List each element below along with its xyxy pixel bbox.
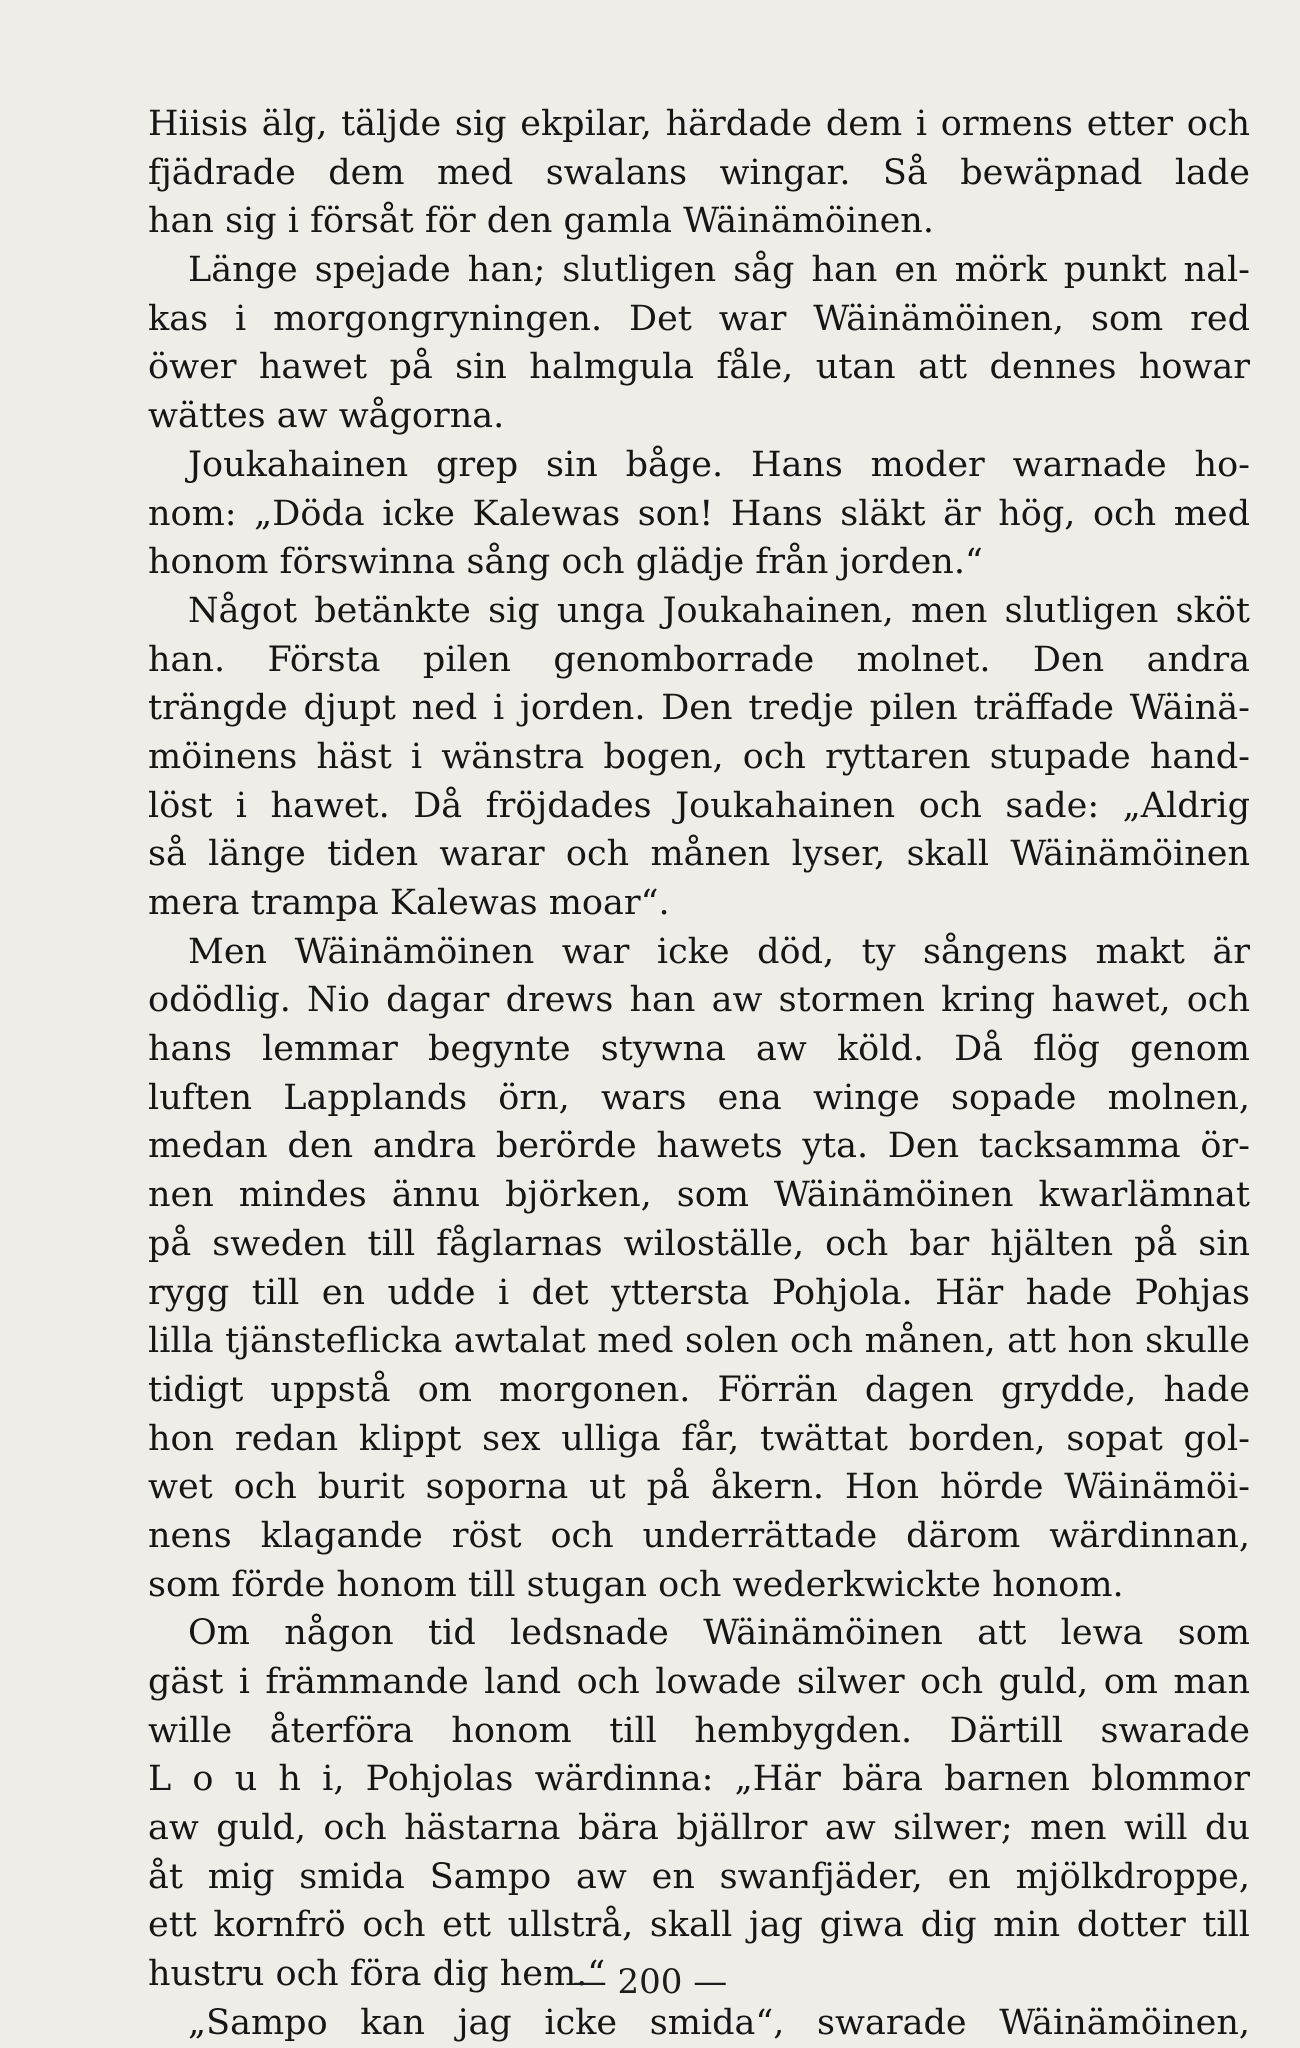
text-line: nom: „Döda icke Kalewas son! Hans släkt är hög, och med (148, 493, 1250, 534)
text-line: aw guld, och hästarna bära bjällror aw silwer; men will du (148, 1808, 1250, 1849)
text-line: trängde djupt ned i jorden. Den tredje pilen träffade Wäinä- (148, 688, 1250, 729)
text-line: nens klagande röst och underrättade därom wärdinnan, (148, 1515, 1250, 1556)
text-line: hans lemmar begynte stywna aw köld. Då flög genom (148, 1029, 1250, 1070)
text-line: L o u h i, Pohjolas wärdinna: „Här bära barnen blommor (148, 1759, 1250, 1800)
text-line: honom förswinna sång och glädje från jorden.“ (148, 542, 983, 583)
text-line: Något betänkte sig unga Joukahainen, men slutligen sköt (188, 590, 1250, 631)
text-line: fjädrade dem med swalans wingar. Så bewäpnad lade (148, 152, 1250, 193)
text-line: Hiisis älg, täljde sig ekpilar, härdade dem i ormens etter och (148, 104, 1250, 144)
text-line: så länge tiden warar och månen lyser, skall Wäinämöinen (148, 834, 1250, 875)
text-line: öwer hawet på sin halmgula fåle, utan att dennes howar (148, 347, 1250, 388)
text-line: tidigt uppstå om morgonen. Förrän dagen grydde, hade (148, 1369, 1250, 1410)
text-line: wättes aw wågorna. (148, 396, 505, 437)
text-line: wille återföra honom till hembygden. Därtill swarade (148, 1710, 1250, 1751)
page-number: — 200 — (572, 1962, 728, 2002)
text-line: åt mig smida Sampo aw en swanfjäder, en mjölkdroppe, (148, 1856, 1250, 1897)
text-line: gäst i främmande land och lowade silwer och guld, om man (148, 1662, 1250, 1702)
text-line: han. Första pilen genomborrade molnet. Den andra (148, 639, 1250, 680)
text-line: Länge spejade han; slutligen såg han en mörk punkt nal- (188, 250, 1250, 291)
text-line: lilla tjänsteflicka awtalat med solen och månen, att hon skulle (148, 1321, 1250, 1362)
text-line: på sweden till fåglarnas wiloställe, och bar hjälten på sin (148, 1223, 1250, 1264)
text-line: han sig i försåt för den gamla Wäinämöinen. (148, 201, 934, 242)
text-line: Men Wäinämöinen war icke död, ty sångens makt är (188, 931, 1250, 972)
text-line: odödlig. Nio dagar drews han aw stormen kring hawet, och (148, 980, 1250, 1021)
text-line: mera trampa Kalewas moar“. (148, 883, 670, 923)
text-line: Joukahainen grep sin båge. Hans moder warnade ho- (188, 444, 1250, 485)
text-line: luften Lapplands örn, wars ena winge sopade molnen, (148, 1077, 1250, 1118)
text-line: rygg till en udde i det yttersta Pohjola. Här hade Pohjas (148, 1272, 1250, 1313)
text-line: ett kornfrö och ett ullstrå, skall jag giwa dig min dotter till (148, 1905, 1250, 1946)
text-line: hon redan klippt sex ulliga får, twättat borden, sopat gol- (148, 1418, 1250, 1459)
text-line: kas i morgongryningen. Det war Wäinämöinen, som red (148, 298, 1250, 339)
text-line: hustru och föra dig hem.“ (148, 1954, 606, 1995)
text-line: nen mindes ännu björken, som Wäinämöinen kwarlämnat (148, 1175, 1250, 1216)
text-line: löst i hawet. Då fröjdades Joukahainen och sade: „Aldrig (148, 785, 1250, 826)
text-line: möinens häst i wänstra bogen, och ryttaren stupade hand- (148, 736, 1250, 777)
body-text (148, 100, 1250, 2048)
text-line: medan den andra berörde hawets yta. Den tacksamma ör- (148, 1126, 1250, 1167)
text-line: wet och burit soporna ut på åkern. Hon hörde Wäinämöi- (148, 1467, 1250, 1508)
text-line: „Sampo kan jag icke smida“, swarade Wäinämöinen, (188, 2002, 1250, 2043)
text-line: som förde honom till stugan och wederkwickte honom. (148, 1564, 1124, 1605)
text-line: Om någon tid ledsnade Wäinämöinen att lewa som (188, 1613, 1250, 1654)
